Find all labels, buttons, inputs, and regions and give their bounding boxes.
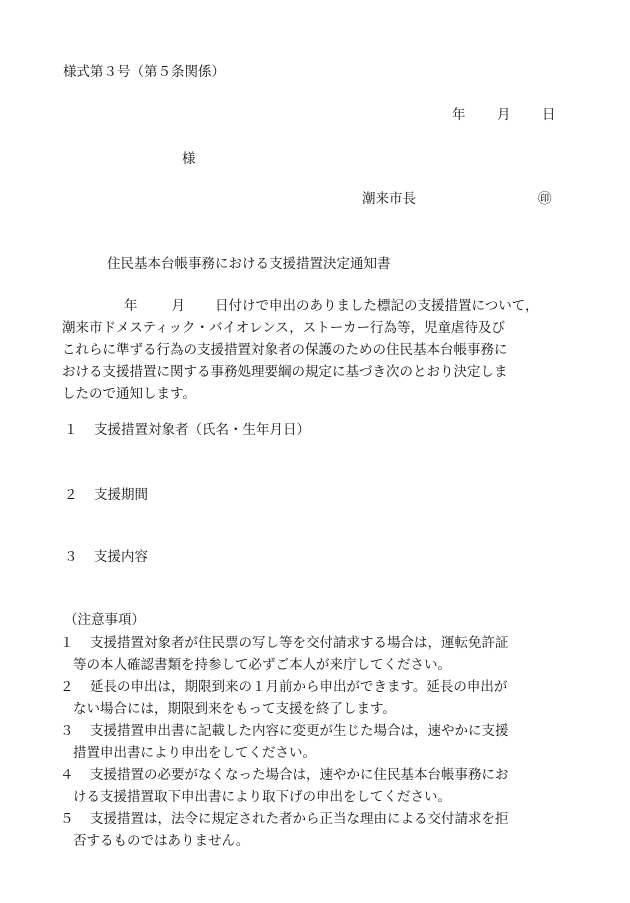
issuer-name: 潮来市長 xyxy=(362,191,416,207)
body-year-label: 年 xyxy=(124,298,138,314)
body-paragraph xyxy=(62,295,572,405)
section-period xyxy=(64,487,148,505)
body-line: 潮来市ドメスティック・バイオレンス，ストーカー行為等，児童虐待及び xyxy=(62,320,506,336)
seal-mark: ㊞ xyxy=(538,191,552,207)
note-text-line1: 延長の申出は，期限到来の１月前から申出ができます。延長の申出が xyxy=(90,679,508,695)
section-label: 支援措置対象者（氏名・生年月日） xyxy=(94,422,310,438)
note-text-line2: 否するものではありません。 xyxy=(73,833,250,849)
body-line-lead xyxy=(62,295,572,317)
note-text-line1: 支援措置申出書に記載した内容に変更が生じた場合は，速やかに支援 xyxy=(90,723,509,739)
note-text-line1: 支援措置の必要がなくなった場合は，速やかに住民基本台帳事務にお xyxy=(90,767,509,783)
section-label: 支援内容 xyxy=(94,549,148,565)
date-year-label: 年 xyxy=(452,107,466,123)
form-number: 様式第３号（第５条関係） xyxy=(63,64,225,80)
note-number: ２ xyxy=(60,679,74,695)
body-line: したので通知します。 xyxy=(62,386,196,402)
body-line: おける支援措置に関する事務処理要綱の規定に基づき次のとおり決定しま xyxy=(62,364,508,380)
note-item xyxy=(60,764,580,808)
note-item xyxy=(60,720,580,764)
section-number: １ xyxy=(64,422,78,438)
date-month-label: 月 xyxy=(497,107,511,123)
note-number: １ xyxy=(60,635,74,651)
note-item xyxy=(60,676,580,720)
note-text-line1: 支援措置は，法令に規定された者から正当な理由による交付請求を拒 xyxy=(90,811,509,827)
note-number: ４ xyxy=(60,767,74,783)
note-text-line2: 措置申出書により申出をしてください。 xyxy=(73,745,316,761)
note-item xyxy=(60,808,580,852)
body-line: これらに準ずる行為の支援措置対象者の保護のための住民基本台帳事務に xyxy=(62,342,508,358)
note-text-line1: 支援措置対象者が住民票の写し等を交付請求する場合は，運転免許証 xyxy=(90,635,509,651)
note-text-line2: ける支援措置取下申出書により取下げの申出をしてください。 xyxy=(73,789,451,805)
section-number: ３ xyxy=(64,549,78,565)
body-lead-text: 日付けで申出のありました標記の支援措置について， xyxy=(215,298,539,314)
note-text-line2: ない場合には，期限到来をもって支援を終了します。 xyxy=(73,701,396,717)
section-label: 支援期間 xyxy=(94,487,148,503)
body-month-label: 月 xyxy=(171,298,185,314)
section-number: ２ xyxy=(64,487,78,503)
section-content xyxy=(64,549,148,567)
notes-heading: （注意事項） xyxy=(64,612,145,628)
document-title: 住民基本台帳事務における支援措置決定通知書 xyxy=(107,256,391,272)
notes-list xyxy=(60,632,580,852)
date-day-label: 日 xyxy=(542,107,556,123)
addressee-suffix: 様 xyxy=(182,151,196,167)
note-text-line2: 等の本人確認書類を持参して必ずご本人が来庁してください。 xyxy=(73,657,451,673)
note-number: ３ xyxy=(60,723,74,739)
section-target xyxy=(64,422,310,440)
note-number: ５ xyxy=(60,811,74,827)
note-item xyxy=(60,632,580,676)
